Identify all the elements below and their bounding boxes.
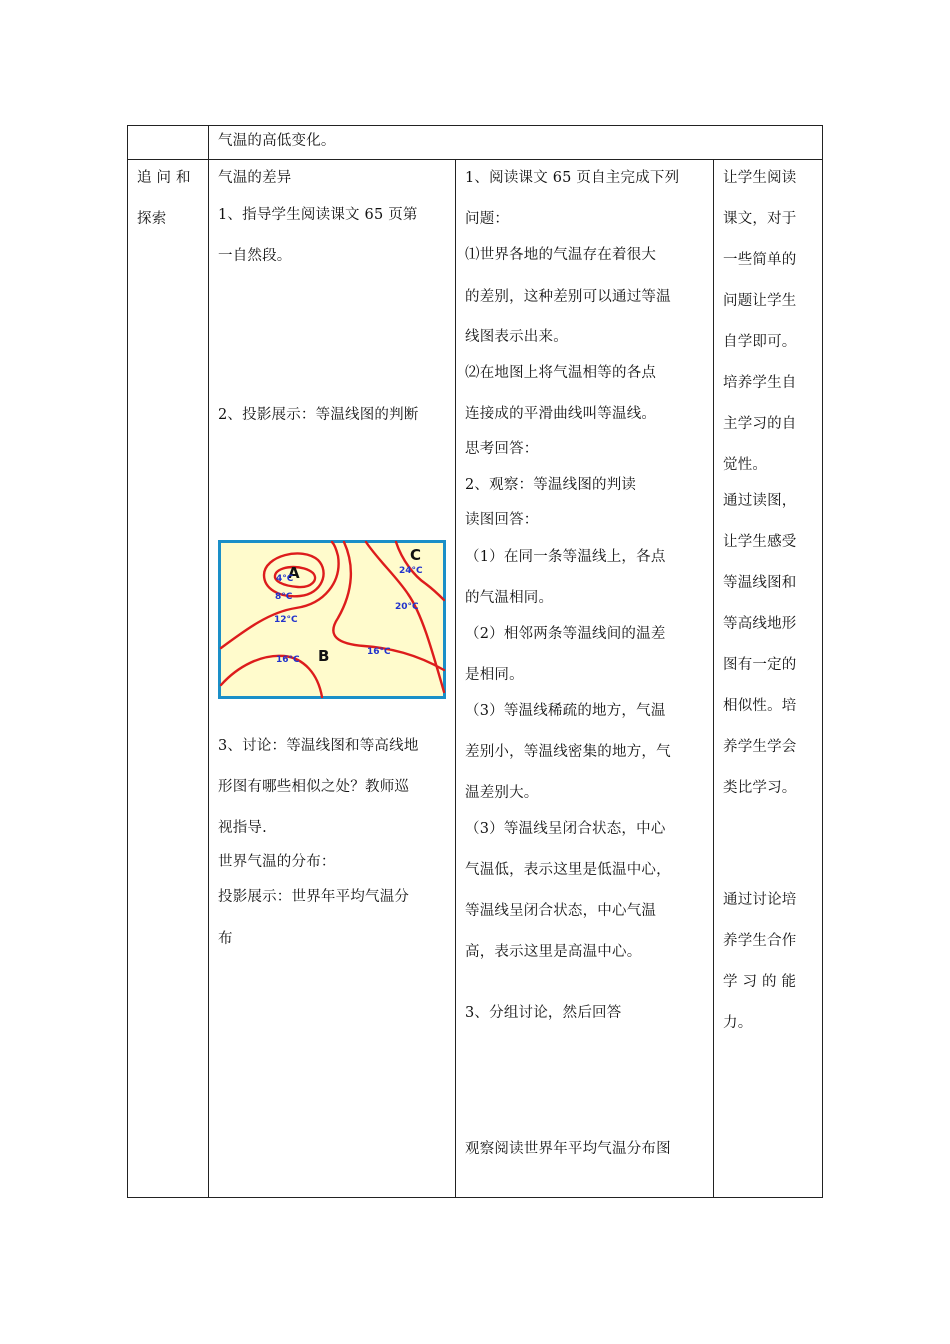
map-label-4: 4°C bbox=[276, 574, 294, 584]
col4-line: 类比学习。 bbox=[723, 780, 797, 796]
col3-line: 等温线呈闭合状态，中心气温 bbox=[465, 903, 657, 919]
col2-step1-line2: 一自然段。 bbox=[218, 248, 292, 264]
col-divider-1 bbox=[208, 125, 209, 1198]
col4-line: 养学生学会 bbox=[723, 739, 797, 755]
col2-step2: 2、投影展示：等温线图的判断 bbox=[218, 407, 419, 423]
col4-line: 通过读图， bbox=[723, 493, 797, 509]
col3-line: （3）等温线呈闭合状态，中心 bbox=[465, 821, 666, 837]
col4-line: 等高线地形 bbox=[723, 616, 797, 632]
col4-line: 觉性。 bbox=[723, 457, 768, 473]
col3-line: 问题： bbox=[465, 211, 510, 227]
col2-step3-line2: 形图有哪些相似之处？教师巡 bbox=[218, 779, 410, 795]
col3-line: ⑴世界各地的气温存在着很大 bbox=[465, 247, 657, 263]
col4-line: 自学即可。 bbox=[723, 334, 797, 350]
map-frame bbox=[220, 542, 445, 698]
col3-line: 3、分组讨论，然后回答 bbox=[465, 1005, 622, 1021]
col4-line: 学 习 的 能 bbox=[723, 974, 797, 990]
col3-line: 读图回答： bbox=[465, 512, 539, 528]
col2-world-title: 世界气温的分布： bbox=[218, 854, 336, 870]
col2-world-show-line2: 布 bbox=[218, 931, 233, 947]
col3-line: （3）等温线稀疏的地方，气温 bbox=[465, 703, 666, 719]
col-divider-3 bbox=[713, 159, 714, 1198]
col4-line: 问题让学生 bbox=[723, 293, 797, 309]
col3-line: ⑵在地图上将气温相等的各点 bbox=[465, 365, 657, 381]
col4-line: 一些简单的 bbox=[723, 252, 797, 268]
map-label-20: 20°C bbox=[395, 602, 419, 612]
map-label-24: 24°C bbox=[399, 566, 423, 576]
map-label-16-left: 16°C bbox=[276, 655, 300, 665]
col4-line: 通过讨论培 bbox=[723, 892, 797, 908]
map-label-8: 8°C bbox=[275, 592, 293, 602]
col3-line: 是相同。 bbox=[465, 667, 524, 683]
col3-line: 差别小，等温线密集的地方，气 bbox=[465, 744, 671, 760]
col3-line: 线图表示出来。 bbox=[465, 329, 568, 345]
col4-line: 让学生感受 bbox=[723, 534, 797, 550]
map-point-B: B bbox=[318, 647, 330, 665]
col3-line: 的气温相同。 bbox=[465, 590, 554, 606]
row1-text: 气温的高低变化。 bbox=[218, 133, 336, 149]
map-point-C: C bbox=[410, 546, 422, 564]
map-label-16-right: 16°C bbox=[367, 647, 391, 657]
map-point-A: A bbox=[288, 564, 300, 582]
col3-line: 温差别大。 bbox=[465, 785, 539, 801]
col3-line: 思考回答： bbox=[465, 441, 539, 457]
col4-line: 课文，对于 bbox=[723, 211, 797, 227]
col2-step3-line1: 3、讨论：等温线图和等高线地 bbox=[218, 738, 419, 754]
col2-world-show-line1: 投影展示：世界年平均气温分 bbox=[218, 889, 410, 905]
col3-line: 气温低，表示这里是低温中心， bbox=[465, 862, 671, 878]
col3-line: 的差别，这种差别可以通过等温 bbox=[465, 289, 671, 305]
row-divider bbox=[127, 159, 823, 160]
section-label-line1: 追 问 和 bbox=[137, 170, 191, 186]
col-divider-2 bbox=[455, 159, 456, 1198]
col2-step1-line1: 1、指导学生阅读课文 65 页第 bbox=[218, 207, 418, 223]
col4-line: 让学生阅读 bbox=[723, 170, 797, 186]
col3-line: 2、观察：等温线图的判读 bbox=[465, 477, 637, 493]
col3-line: 连接成的平滑曲线叫等温线。 bbox=[465, 406, 657, 422]
col4-line: 等温线图和 bbox=[723, 575, 797, 591]
col2-step3-line3: 视指导. bbox=[218, 820, 267, 836]
col4-line: 相似性。培 bbox=[723, 698, 797, 714]
col3-line: （2）相邻两条等温线间的温差 bbox=[465, 626, 666, 642]
col4-line: 图有一定的 bbox=[723, 657, 797, 673]
col3-line: 1、阅读课文 65 页自主完成下列 bbox=[465, 170, 680, 186]
isotherm-map-image bbox=[218, 540, 446, 699]
section-label-line2: 探索 bbox=[137, 211, 167, 227]
col3-line: 高，表示这里是高温中心。 bbox=[465, 944, 642, 960]
col4-line: 养学生合作 bbox=[723, 933, 797, 949]
col4-line: 力。 bbox=[723, 1015, 753, 1031]
col3-line: 观察阅读世界年平均气温分布图 bbox=[465, 1141, 671, 1157]
col3-line: （1）在同一条等温线上，各点 bbox=[465, 549, 666, 565]
map-label-12: 12°C bbox=[274, 615, 298, 625]
col2-title: 气温的差异 bbox=[218, 170, 292, 186]
col4-line: 主学习的自 bbox=[723, 416, 797, 432]
col4-line: 培养学生自 bbox=[723, 375, 797, 391]
